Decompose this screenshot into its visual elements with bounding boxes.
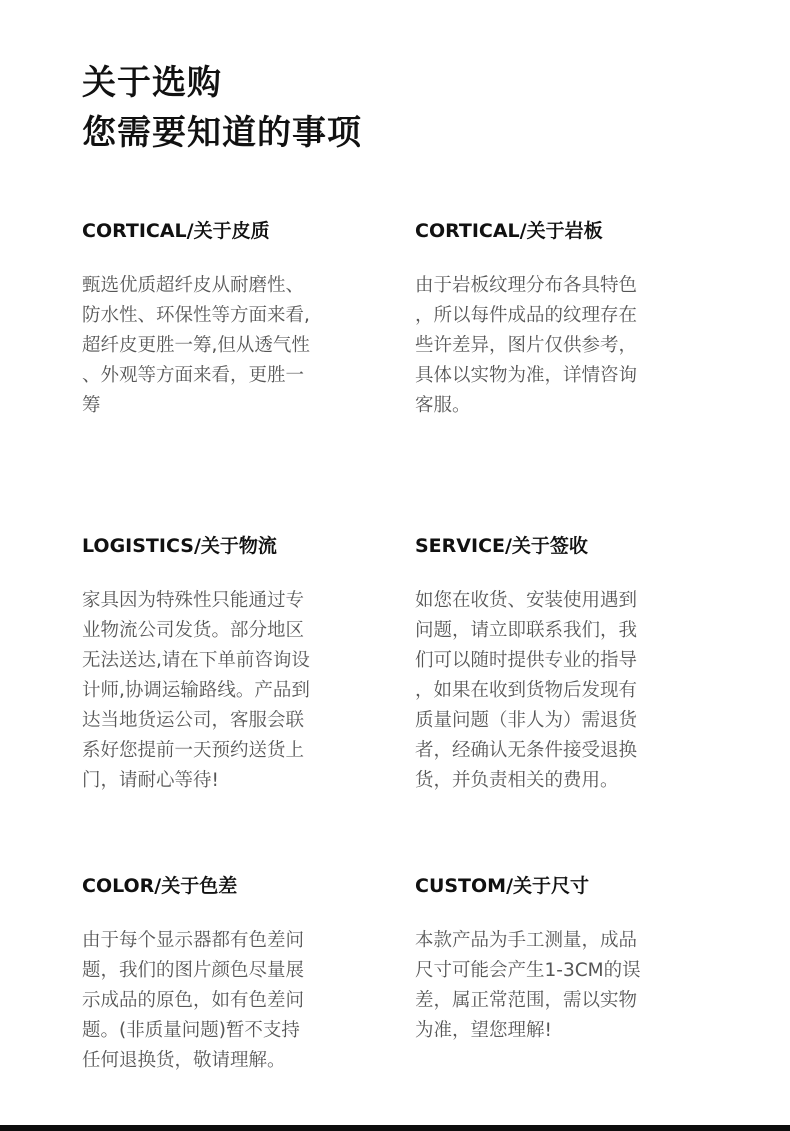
body-line: 质量问题（非人为）需退货 xyxy=(415,710,638,731)
section-body xyxy=(82,926,382,1076)
section-body xyxy=(415,586,715,796)
body-line: ，所以每件成品的纹理存在 xyxy=(415,305,638,326)
section-color xyxy=(82,873,382,1076)
body-line: 为准，望您理解! xyxy=(415,1020,552,1041)
section-title: CUSTOM/关于尺寸 xyxy=(415,875,590,897)
body-line: 题，我们的图片颜色尽量展 xyxy=(82,960,305,981)
body-line: 任何退换货，敬请理解。 xyxy=(82,1050,286,1071)
body-line: 问题，请立即联系我们，我 xyxy=(415,620,638,641)
body-line: 达当地货运公司，客服会联 xyxy=(82,710,305,731)
section-body xyxy=(82,271,382,421)
section-custom-size xyxy=(415,873,715,1046)
section-body xyxy=(82,586,382,796)
section-body xyxy=(415,271,715,421)
body-line: 如您在收货、安装使用遇到 xyxy=(415,590,638,611)
body-line: 门，请耐心等待! xyxy=(82,770,219,791)
section-body xyxy=(415,926,715,1046)
heading-line-1: 关于选购 xyxy=(82,63,222,103)
body-line: 无法送达,请在下单前咨询设 xyxy=(82,650,310,671)
section-service xyxy=(415,533,715,796)
body-line: 示成品的原色，如有色差问 xyxy=(82,990,305,1011)
body-line: 超纤皮更胜一筹,但从透气性 xyxy=(82,335,310,356)
body-line: 计师,协调运输路线。产品到 xyxy=(82,680,310,701)
body-line: 具体以实物为准，详情咨询 xyxy=(415,365,638,386)
bottom-divider xyxy=(0,1125,790,1131)
section-title: LOGISTICS/关于物流 xyxy=(82,535,277,557)
body-line: 题。(非质量问题)暂不支持 xyxy=(82,1020,300,1041)
body-line: 、外观等方面来看，更胜一 xyxy=(82,365,305,386)
section-cortical-leather xyxy=(82,218,382,421)
body-line: 防水性、环保性等方面来看, xyxy=(82,305,310,326)
body-line: ，如果在收到货物后发现有 xyxy=(415,680,638,701)
body-line: 些许差异，图片仅供参考， xyxy=(415,335,638,356)
body-line: 筹 xyxy=(82,395,101,416)
section-cortical-slate xyxy=(415,218,715,421)
section-logistics xyxy=(82,533,382,796)
section-title: COLOR/关于色差 xyxy=(82,875,238,897)
heading-line-2: 您需要知道的事项 xyxy=(82,113,362,153)
body-line: 由于岩板纹理分布各具特色 xyxy=(415,275,638,296)
page-heading xyxy=(82,58,362,158)
section-title: CORTICAL/关于皮质 xyxy=(82,220,270,242)
body-line: 甄选优质超纤皮从耐磨性、 xyxy=(82,275,305,296)
body-line: 本款产品为手工测量，成品 xyxy=(415,930,638,951)
body-line: 家具因为特殊性只能通过专 xyxy=(82,590,305,611)
body-line: 客服。 xyxy=(415,395,471,416)
section-title: SERVICE/关于签收 xyxy=(415,535,588,557)
body-line: 货，并负责相关的费用。 xyxy=(415,770,619,791)
body-line: 尺寸可能会产生1-3CM的误 xyxy=(415,960,641,981)
body-line: 者，经确认无条件接受退换 xyxy=(415,740,638,761)
body-line: 由于每个显示器都有色差问 xyxy=(82,930,305,951)
body-line: 差，属正常范围，需以实物 xyxy=(415,990,638,1011)
body-line: 业物流公司发货。部分地区 xyxy=(82,620,305,641)
body-line: 系好您提前一天预约送货上 xyxy=(82,740,305,761)
section-title: CORTICAL/关于岩板 xyxy=(415,220,603,242)
body-line: 们可以随时提供专业的指导 xyxy=(415,650,638,671)
